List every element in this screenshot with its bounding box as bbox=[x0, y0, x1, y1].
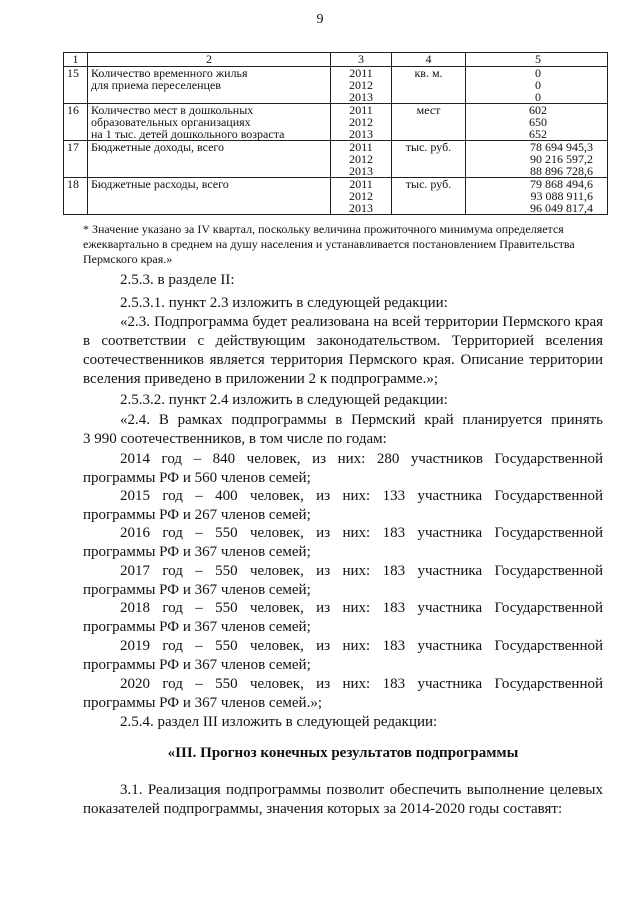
table-row bbox=[64, 104, 608, 141]
paragraph: 2.5.3. в разделе II: bbox=[120, 272, 235, 288]
unit-cell: тыс. руб. bbox=[392, 178, 466, 215]
table-row bbox=[64, 178, 608, 215]
values-cell: 79 868 494,6 93 088 911,6 96 049 817,4 bbox=[466, 178, 608, 215]
row-number: 16 bbox=[64, 104, 88, 141]
years-cell: 2011 2012 2013 bbox=[331, 67, 392, 104]
header-cell: 3 bbox=[331, 53, 392, 67]
paragraph: 2.5.3.2. пункт 2.4 изложить в следующей редакции: bbox=[120, 392, 448, 408]
row-number: 17 bbox=[64, 141, 88, 178]
year-line: программы РФ и 560 членов семей; bbox=[83, 470, 311, 486]
values-cell: 78 694 945,3 90 216 597,2 88 896 728,6 bbox=[466, 141, 608, 178]
paragraph-3-1-line: 3.1. Реализация подпрограммы позволит обеспечить выполнение целевых bbox=[120, 782, 603, 798]
year-line: 2016 год – 550 человек, из них: 183 участника Государственной bbox=[120, 525, 603, 541]
table-row bbox=[64, 141, 608, 178]
table-row bbox=[64, 67, 608, 104]
paragraph-2-4-line: 3 990 соотечественников, в том числе по годам: bbox=[83, 431, 387, 447]
section-heading: «III. Прогноз конечных результатов подпрограммы bbox=[167, 745, 519, 761]
paragraph-2-4-line: «2.4. В рамках подпрограммы в Пермский край планируется принять bbox=[120, 412, 603, 428]
indicator-name: Бюджетные расходы, всего bbox=[88, 178, 331, 215]
unit-cell: тыс. руб. bbox=[392, 141, 466, 178]
paragraph: 2.5.3.1. пункт 2.3 изложить в следующей редакции: bbox=[120, 295, 448, 311]
page-number: 9 bbox=[316, 12, 324, 27]
indicators-table bbox=[63, 52, 608, 215]
year-line: программы РФ и 367 членов семей; bbox=[83, 544, 311, 560]
years-cell: 2011 2012 2013 bbox=[331, 178, 392, 215]
indicator-name: Количество временного жилья для приема переселенцев bbox=[88, 67, 331, 104]
values-cell: 602 650 652 bbox=[466, 104, 608, 141]
year-line: 2017 год – 550 человек, из них: 183 участника Государственной bbox=[120, 563, 603, 579]
year-line: программы РФ и 267 членов семей; bbox=[83, 507, 311, 523]
year-line: 2019 год – 550 человек, из них: 183 участника Государственной bbox=[120, 638, 603, 654]
paragraph: 2.5.4. раздел III изложить в следующей редакции: bbox=[120, 714, 438, 730]
year-line: программы РФ и 367 членов семей; bbox=[83, 619, 311, 635]
year-line: 2018 год – 550 человек, из них: 183 участника Государственной bbox=[120, 600, 603, 616]
year-line: программы РФ и 367 членов семей.»; bbox=[83, 695, 323, 711]
year-line: 2014 год – 840 человек, из них: 280 участников Государственной bbox=[120, 451, 603, 467]
header-cell: 2 bbox=[88, 53, 331, 67]
table-header-row bbox=[64, 53, 608, 67]
table-footnote: * Значение указано за IV квартал, поскольку величина прожиточного минимума определяется ежеквартально в среднем на душу населения и устанавливается постановлением Правительства Пермского края.» bbox=[83, 222, 575, 266]
header-cell: 4 bbox=[392, 53, 466, 67]
indicator-name: Бюджетные доходы, всего bbox=[88, 141, 331, 178]
years-cell: 2011 2012 2013 bbox=[331, 141, 392, 178]
paragraph-2-3: «2.3. Подпрограмма будет реализована на всей территории Пермского края в соответствии с действующим законодательством. Территорией вселения соотечественников является территория Пермского края. Описание территории вселения приведено в приложении 2 к подпрограмме.»; bbox=[83, 314, 603, 387]
row-number: 18 bbox=[64, 178, 88, 215]
values-cell: 0 0 0 bbox=[466, 67, 608, 104]
paragraph-3-1-line: показателей подпрограммы, значения которых за 2014-2020 годы составят: bbox=[83, 801, 563, 817]
header-cell: 5 bbox=[466, 53, 608, 67]
row-number: 15 bbox=[64, 67, 88, 104]
unit-cell: кв. м. bbox=[392, 67, 466, 104]
year-line: программы РФ и 367 членов семей; bbox=[83, 657, 311, 673]
year-line: 2015 год – 400 человек, из них: 133 участника Государственной bbox=[120, 488, 603, 504]
indicator-name: Количество мест в дошкольных образовательных организациях на 1 тыс. детей дошкольного возраста bbox=[88, 104, 331, 141]
years-cell: 2011 2012 2013 bbox=[331, 104, 392, 141]
header-cell: 1 bbox=[64, 53, 88, 67]
year-line: программы РФ и 367 членов семей; bbox=[83, 582, 311, 598]
year-line: 2020 год – 550 человек, из них: 183 участника Государственной bbox=[120, 676, 603, 692]
unit-cell: мест bbox=[392, 104, 466, 141]
